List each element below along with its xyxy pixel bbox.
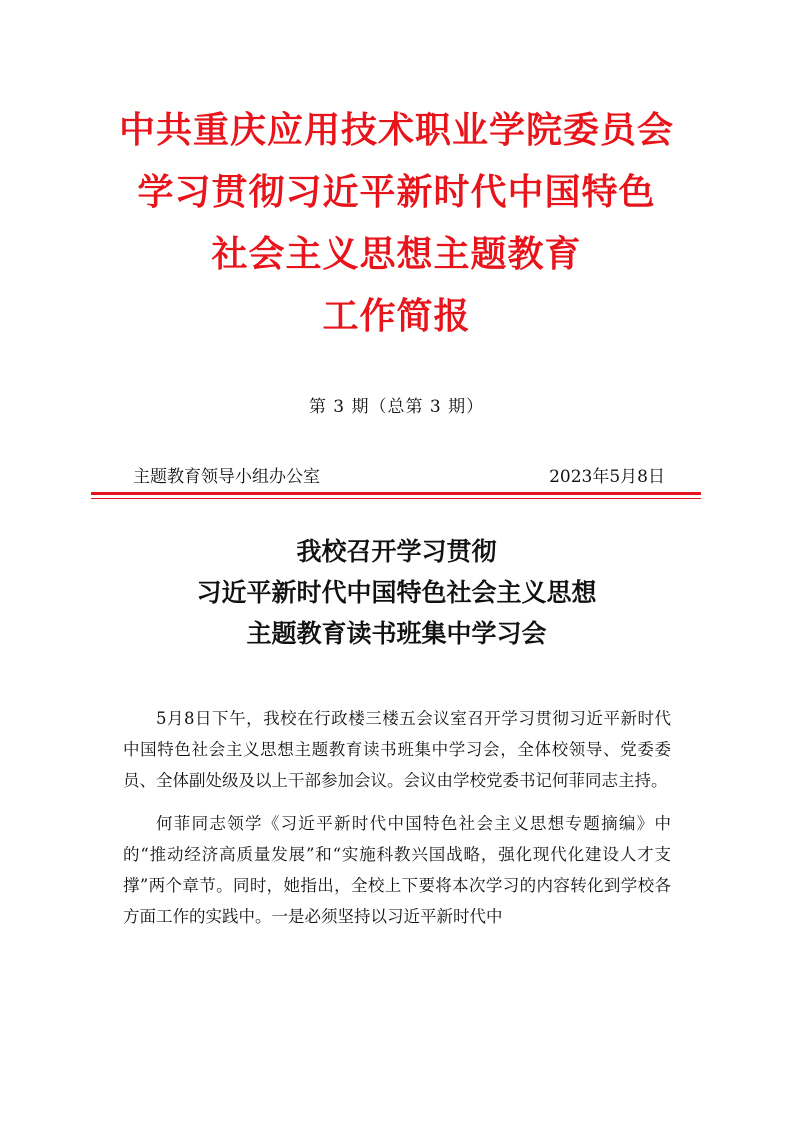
headline-line-3: 主题教育读书班集中学习会 [246,619,547,648]
masthead-line-2: 学习贯彻习近平新时代中国特色 [137,172,656,213]
article-headline [0,531,793,654]
red-divider-thin [91,498,701,499]
red-divider-thick [91,492,701,495]
issuer: 主题教育领导小组办公室 [133,467,320,487]
masthead-line-4: 工作简报 [322,296,471,337]
paragraph-2: 何菲同志领学《习近平新时代中国特色社会主义思想专题摘编》中的“推动经济高质量发展”和“实施科教兴国战略，强化现代化建设人才支撑”两个章节。同时，她指出，全校上下要将本次学习的内容转化到学校各方面工作的实践中。一是必须坚持以习近平新时代中 [123,814,671,926]
headline-line-1: 我校召开学习贯彻 [296,537,497,566]
masthead [0,100,793,348]
issue-date: 2023年5月8日 [549,467,665,487]
article-body [123,703,671,944]
headline-line-2: 习近平新时代中国特色社会主义思想 [196,578,597,607]
issue-number: 第 3 期（总第 3 期） [308,397,485,417]
issuer-date-row [133,462,665,487]
paragraph-1: 5月8日下午，我校在行政楼三楼五会议室召开学习贯彻习近平新时代中国特色社会主义思想主题教育读书班集中学习会，全体校领导、党委委员、全体副处级及以上干部参加会议。会议由学校党委书记何菲同志主持。 [123,709,671,790]
masthead-line-1: 中共重庆应用技术职业学院委员会 [118,110,674,151]
masthead-line-3: 社会主义思想主题教育 [211,234,582,275]
